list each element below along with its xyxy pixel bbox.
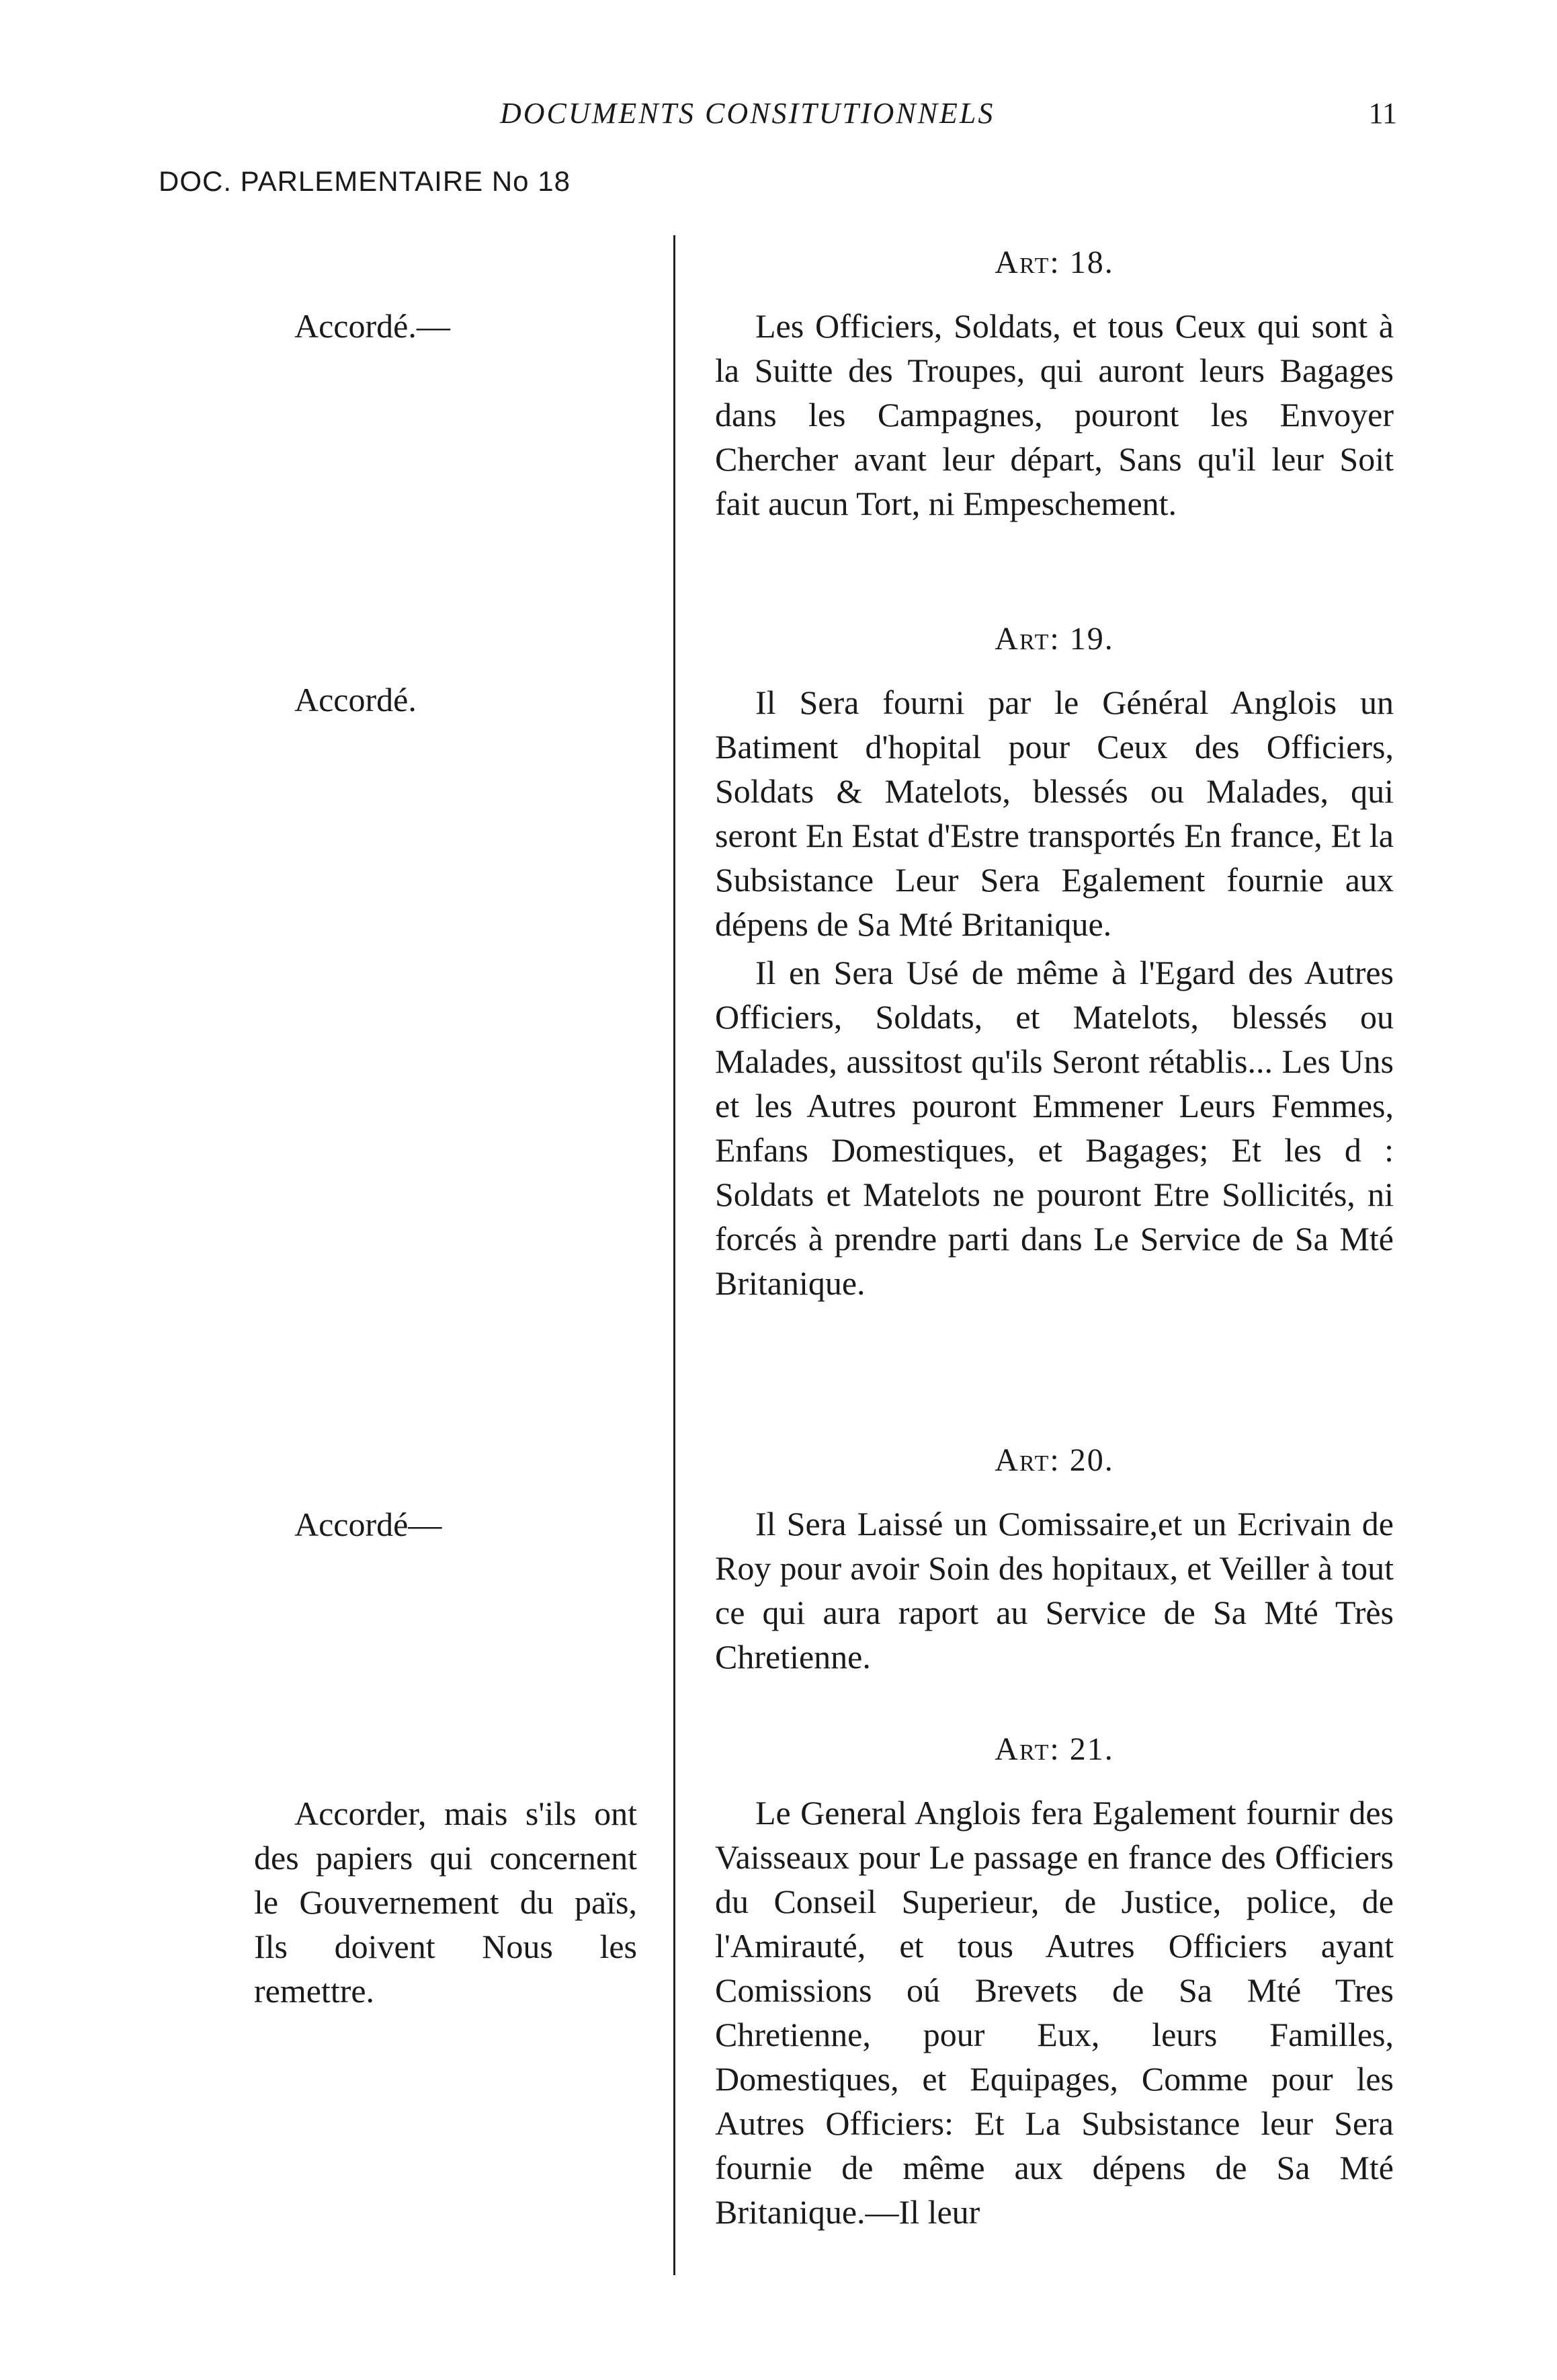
reply-text: Accordé.	[294, 681, 417, 719]
reply-text: Accorder, mais s'ils ont des papiers qui concernent le Gouvernement du païs, Ils doivent Nous les remettre.	[254, 1795, 637, 2010]
article-paragraph: Il en Sera Usé de même à l'Egard des Autres Officiers, Soldats, et Matelots, blessés ou Malades, aussitost qu'ils Seront rétablis... Les Uns et les Autres pouront Emmener Leurs Femmes, Enfans Domestiques, et Bagages; Et les d : Soldats et Matelots ne pouront Etre Sollicités, ni forcés à prendre parti dans Le Service de Sa Mté Britanique.	[715, 954, 1394, 1302]
running-head	[0, 96, 1557, 136]
article-heading: Art: 21.	[995, 1731, 1114, 1767]
running-title: DOCUMENTS CONSITUTIONNELS	[500, 97, 995, 130]
article-paragraph: Il Sera Laissé un Comissaire,et un Ecrivain de Roy pour avoir Soin des hopitaux, et Veiller à tout ce qui aura raport au Service de Sa Mté Très Chretienne.	[715, 1505, 1394, 1676]
article-20	[715, 1438, 1394, 1679]
article-heading: Art: 18.	[995, 245, 1114, 280]
article-heading: Art: 20.	[995, 1442, 1114, 1478]
article-paragraph: Le General Anglois fera Egalement fournir des Vaisseaux pour Le passage en france des Officiers du Conseil Superieur, de Justice, police, de l'Amirauté, et tous Autres Officiers ayant Comissions oú Brevets de Sa Mté Tres Chretienne, pour Eux, leurs Familles, Domestiques, et Equipages, Comme pour les Autres Officiers: Et La Subsistance leur Sera fournie de même aux dépens de Sa Mté Britanique.—Il leur	[715, 1794, 1394, 2231]
column-divider	[673, 235, 675, 2275]
reply-art-19	[254, 678, 637, 722]
article-paragraph: Il Sera fourni par le Général Anglois un Batiment d'hopital pour Ceux des Officiers, Soldats & Matelots, blessés ou Malades, qui seront En Estat d'Estre transportés En france, Et la Subsistance Leur Sera Egalement fournie aux dépens de Sa Mté Britanique.	[715, 684, 1394, 943]
reply-text: Accordé.—	[294, 307, 450, 345]
document-reference: DOC. PARLEMENTAIRE No 18	[159, 165, 571, 197]
article-21	[715, 1727, 1394, 2234]
page-number: 11	[1368, 97, 1397, 130]
article-19	[715, 617, 1394, 1305]
article-paragraph: Les Officiers, Soldats, et tous Ceux qui sont à la Suitte des Troupes, qui auront leurs Bagages dans les Campagnes, pouront les Envoyer Chercher avant leur départ, Sans qu'il leur Soit fait aucun Tort, ni Empeschement.	[715, 307, 1394, 522]
article-18	[715, 241, 1394, 526]
article-heading: Art: 19.	[995, 621, 1114, 657]
reply-text: Accordé—	[294, 1506, 442, 1543]
reply-art-21	[254, 1791, 637, 2013]
reply-art-20	[254, 1502, 637, 1547]
reply-art-18	[254, 304, 637, 348]
